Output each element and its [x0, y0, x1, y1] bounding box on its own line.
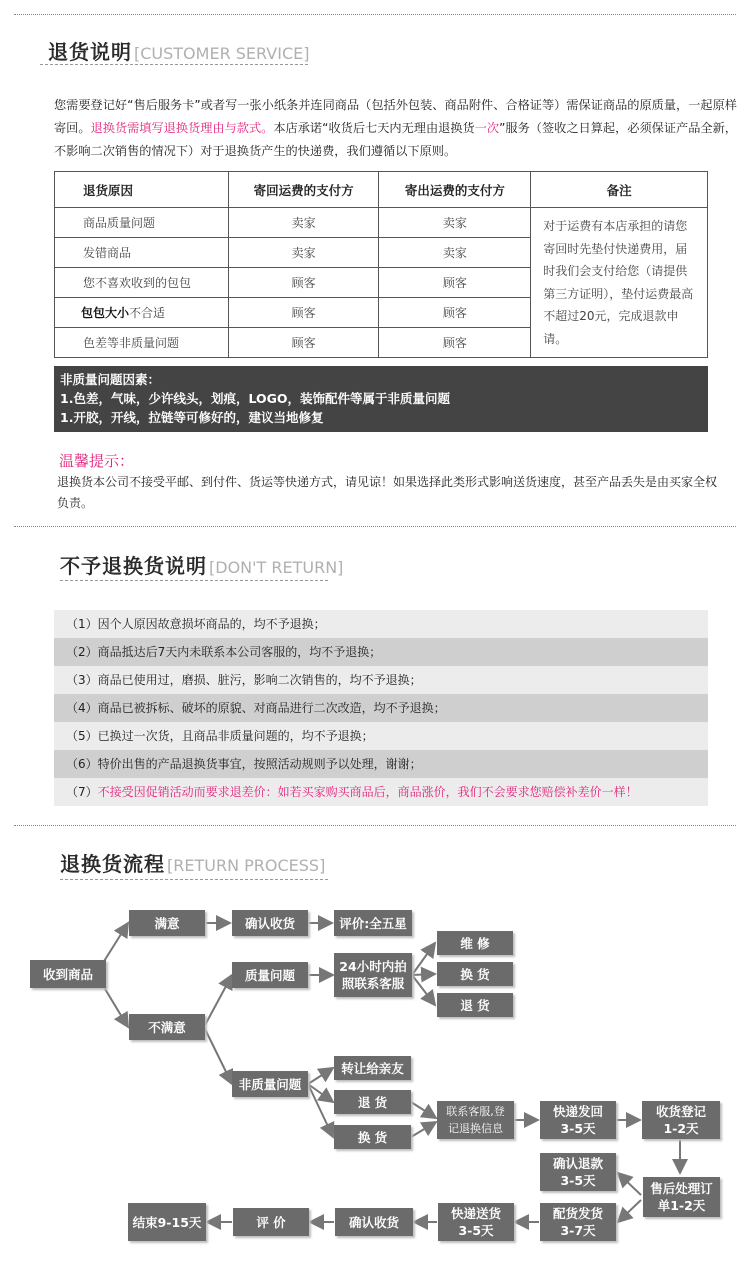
- intro-highlight-once: 一次: [474, 121, 500, 135]
- flow-exchange: 换 货: [437, 962, 513, 986]
- table-row: 色差等非质量问题 顾客 顾客: [55, 328, 708, 358]
- title-underline: [60, 580, 328, 581]
- return-process-flowchart: [0, 890, 750, 1260]
- list-item: （6）特价出售的产品退换货事宜，按照活动规则予以处理，谢谢；: [54, 750, 708, 778]
- table-note: 对于运费有本店承担的请您寄回时先垫付快递费用，届时我们会支付给您（请提供第三方证明），垫付运费最高不超过20元，完成退款申请。: [531, 208, 708, 358]
- flow-return: 退 货: [437, 993, 513, 1017]
- flow-contact-register: 联系客服,登记退换信息: [437, 1101, 514, 1139]
- flow-non-quality: 非质量问题: [232, 1071, 308, 1097]
- flow-quality-issue: 质量问题: [232, 962, 308, 988]
- table-row: 发错商品 卖家 卖家: [55, 238, 708, 268]
- flow-evaluate: 评 价: [233, 1208, 309, 1236]
- flow-express-deliver: 快递送货 3-5天: [438, 1203, 514, 1241]
- table-header-row: [55, 172, 708, 208]
- section-title-process: 退换货流程 [RETURN PROCESS]: [60, 852, 326, 876]
- list-item: （7）不接受因促销活动而要求退差价：如若买家购买商品后，商品涨价，我们不会要求您赔偿补差价一样！: [54, 778, 708, 806]
- flow-receive: 收到商品: [30, 960, 106, 988]
- no-return-list: [54, 610, 708, 806]
- list-item: （5）已换过一次货，且商品非质量问题的，均不予退换；: [54, 722, 708, 750]
- tip-text: 退换货本公司不接受平邮、到付件、货运等快递方式，请见谅！如果选择此类形式影响送货速度，甚至产品丢失是由买家全权负责。: [57, 475, 718, 510]
- flow-express-back: 快递发回 3-5天: [540, 1101, 616, 1139]
- flow-after-sales: 售后处理订单1-2天: [643, 1177, 720, 1217]
- list-item: （2）商品抵达后7天内未联系本公司客服的，均不予退换；: [54, 638, 708, 666]
- table-row: 包包大小不合适 顾客 顾客: [55, 298, 708, 328]
- section-divider: [14, 526, 736, 527]
- list-item: （1）因个人原因故意损坏商品的，均不予退换；: [54, 610, 708, 638]
- flow-photo-contact: 24小时内拍照联系客服: [334, 953, 412, 997]
- intro-highlight: 退换货需填写退换货理由与款式。: [90, 121, 274, 135]
- flow-exchange-2: 换 货: [334, 1125, 411, 1149]
- table-row: 您不喜欢收到的包包 顾客 顾客: [55, 268, 708, 298]
- flow-return-2: 退 货: [334, 1090, 411, 1114]
- top-dotted-divider: [14, 14, 736, 15]
- flow-end: 结束9-15天: [128, 1203, 206, 1241]
- flow-repair: 维 修: [437, 931, 513, 955]
- intro-paragraph: 您需要登记好“售后服务卡”或者写一张小纸条并连同商品（包括外包装、商品附件、合格证等）需保证商品的原质量，一起原样寄回。退换货需填写退换货理由与款式。本店承诺“收货后七天内无理由退换货一次”服务（签收之日算起，必须保证产品全新，不影响二次销售的情况下）对于退换货产生的快递费，我们遵循以下原则。: [54, 98, 737, 158]
- header-return-payer: 寄回运费的支付方: [228, 172, 379, 208]
- table-row: 商品质量问题 卖家 卖家 对于运费有本店承担的请您寄回时先垫付快递费用，届时我们会支付给您（请提供第三方证明），垫付运费最高不超过20元，完成退款申请。: [55, 208, 708, 238]
- flow-unsatisfied: 不满意: [129, 1014, 205, 1040]
- flow-confirm-refund: 确认退款 3-5天: [540, 1153, 616, 1191]
- section-title-no-return: 不予退换货说明 [DON'T RETURN]: [60, 554, 344, 578]
- non-quality-box: 非质量问题因素： 1.色差，气味，少许线头，划痕，LOGO，装饰配件等属于非质量问题 1.开胶，开线，拉链等可修好的，建议当地修复: [54, 366, 708, 432]
- tip-title: 温馨提示：: [59, 452, 135, 470]
- title-underline: [40, 64, 308, 65]
- flow-ship-out: 配货发货 3-7天: [540, 1203, 616, 1241]
- flow-confirm-receipt: 确认收货: [232, 910, 308, 936]
- flow-confirm-receipt-2: 确认收货: [335, 1208, 413, 1236]
- list-item: （3）商品已使用过，磨损、脏污，影响二次销售的，均不予退换；: [54, 666, 708, 694]
- section-title-cn: 退货说明: [48, 40, 132, 64]
- flow-receipt-register: 收货登记 1-2天: [642, 1101, 720, 1139]
- section-title-en: [CUSTOMER SERVICE]: [134, 44, 310, 63]
- title-underline: [60, 879, 328, 880]
- header-send-payer: 寄出运费的支付方: [379, 172, 531, 208]
- flow-transfer-friend: 转让给亲友: [334, 1056, 411, 1080]
- header-note: 备注: [531, 172, 708, 208]
- flow-rating: 评价:全五星: [334, 910, 412, 936]
- list-item: （4）商品已被拆标、破坏的原貌、对商品进行二次改造，均不予退换；: [54, 694, 708, 722]
- header-reason: 退货原因: [55, 172, 229, 208]
- flow-satisfied: 满意: [129, 910, 205, 936]
- return-fee-table: [54, 171, 708, 358]
- section-title-return: [48, 36, 309, 65]
- section-divider: [14, 825, 736, 826]
